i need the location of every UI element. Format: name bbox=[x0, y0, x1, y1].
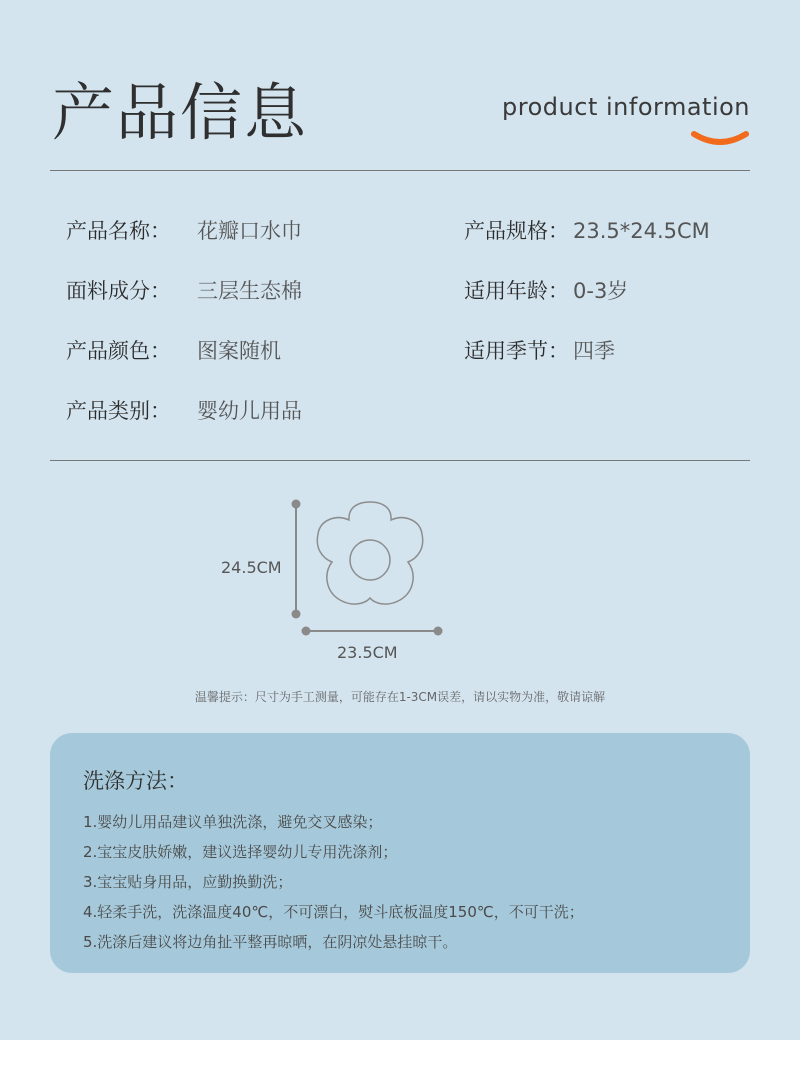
washing-item: 5.洗涤后建议将边角扯平整再晾晒，在阴凉处悬挂晾干。 bbox=[83, 933, 458, 951]
washing-title: 洗涤方法： bbox=[83, 769, 188, 793]
smile-accent-icon bbox=[690, 126, 750, 148]
page-title: 产品信息 bbox=[52, 76, 309, 149]
spec-row bbox=[66, 335, 281, 365]
spec-value: 花瓣口水巾 bbox=[197, 219, 302, 243]
spec-value: 三层生态棉 bbox=[197, 279, 302, 303]
width-dimension-label: 23.5CM bbox=[337, 643, 398, 662]
height-endpoint-dot bbox=[292, 500, 301, 509]
washing-item: 3.宝宝贴身用品，应勤换勤洗； bbox=[83, 873, 293, 891]
washing-item: 1.婴幼儿用品建议单独洗涤，避免交叉感染； bbox=[83, 813, 383, 831]
washing-list bbox=[83, 807, 584, 957]
washing-item: 2.宝宝皮肤娇嫩，建议选择婴幼儿专用洗涤剂； bbox=[83, 843, 398, 861]
dimension-diagram bbox=[280, 490, 460, 645]
spec-value: 图案随机 bbox=[197, 339, 281, 363]
spec-row bbox=[66, 215, 302, 245]
spec-key: 适用季节： bbox=[464, 339, 569, 363]
spec-value: 23.5*24.5CM bbox=[573, 219, 710, 243]
specs-divider bbox=[50, 460, 750, 461]
spec-key: 产品类别： bbox=[66, 399, 171, 423]
height-dimension-label: 24.5CM bbox=[221, 558, 282, 577]
page-subtitle: product information bbox=[502, 93, 750, 121]
width-endpoint-dot bbox=[302, 627, 311, 636]
height-endpoint-dot bbox=[292, 610, 301, 619]
spec-row bbox=[464, 215, 710, 245]
spec-value: 婴幼儿用品 bbox=[197, 399, 302, 423]
spec-row bbox=[66, 395, 302, 425]
flower-bib-icon bbox=[317, 502, 422, 604]
spec-key: 产品颜色： bbox=[66, 339, 171, 363]
spec-key: 产品规格： bbox=[464, 219, 569, 243]
washing-instructions-card bbox=[50, 733, 750, 973]
spec-key: 面料成分： bbox=[66, 279, 171, 303]
spec-row bbox=[66, 275, 302, 305]
spec-key: 适用年龄： bbox=[464, 279, 569, 303]
spec-value: 0-3岁 bbox=[573, 279, 629, 303]
spec-row bbox=[464, 275, 628, 305]
width-endpoint-dot bbox=[434, 627, 443, 636]
header-divider bbox=[50, 170, 750, 171]
washing-item: 4.轻柔手洗，洗涤温度40℃，不可漂白，熨斗底板温度150℃，不可干洗； bbox=[83, 903, 584, 921]
spec-row bbox=[464, 335, 615, 365]
measurement-tip: 温馨提示：尺寸为手工测量，可能存在1-3CM误差，请以实物为准，敬请谅解 bbox=[194, 690, 606, 704]
spec-value: 四季 bbox=[573, 339, 615, 363]
spec-key: 产品名称： bbox=[66, 219, 171, 243]
